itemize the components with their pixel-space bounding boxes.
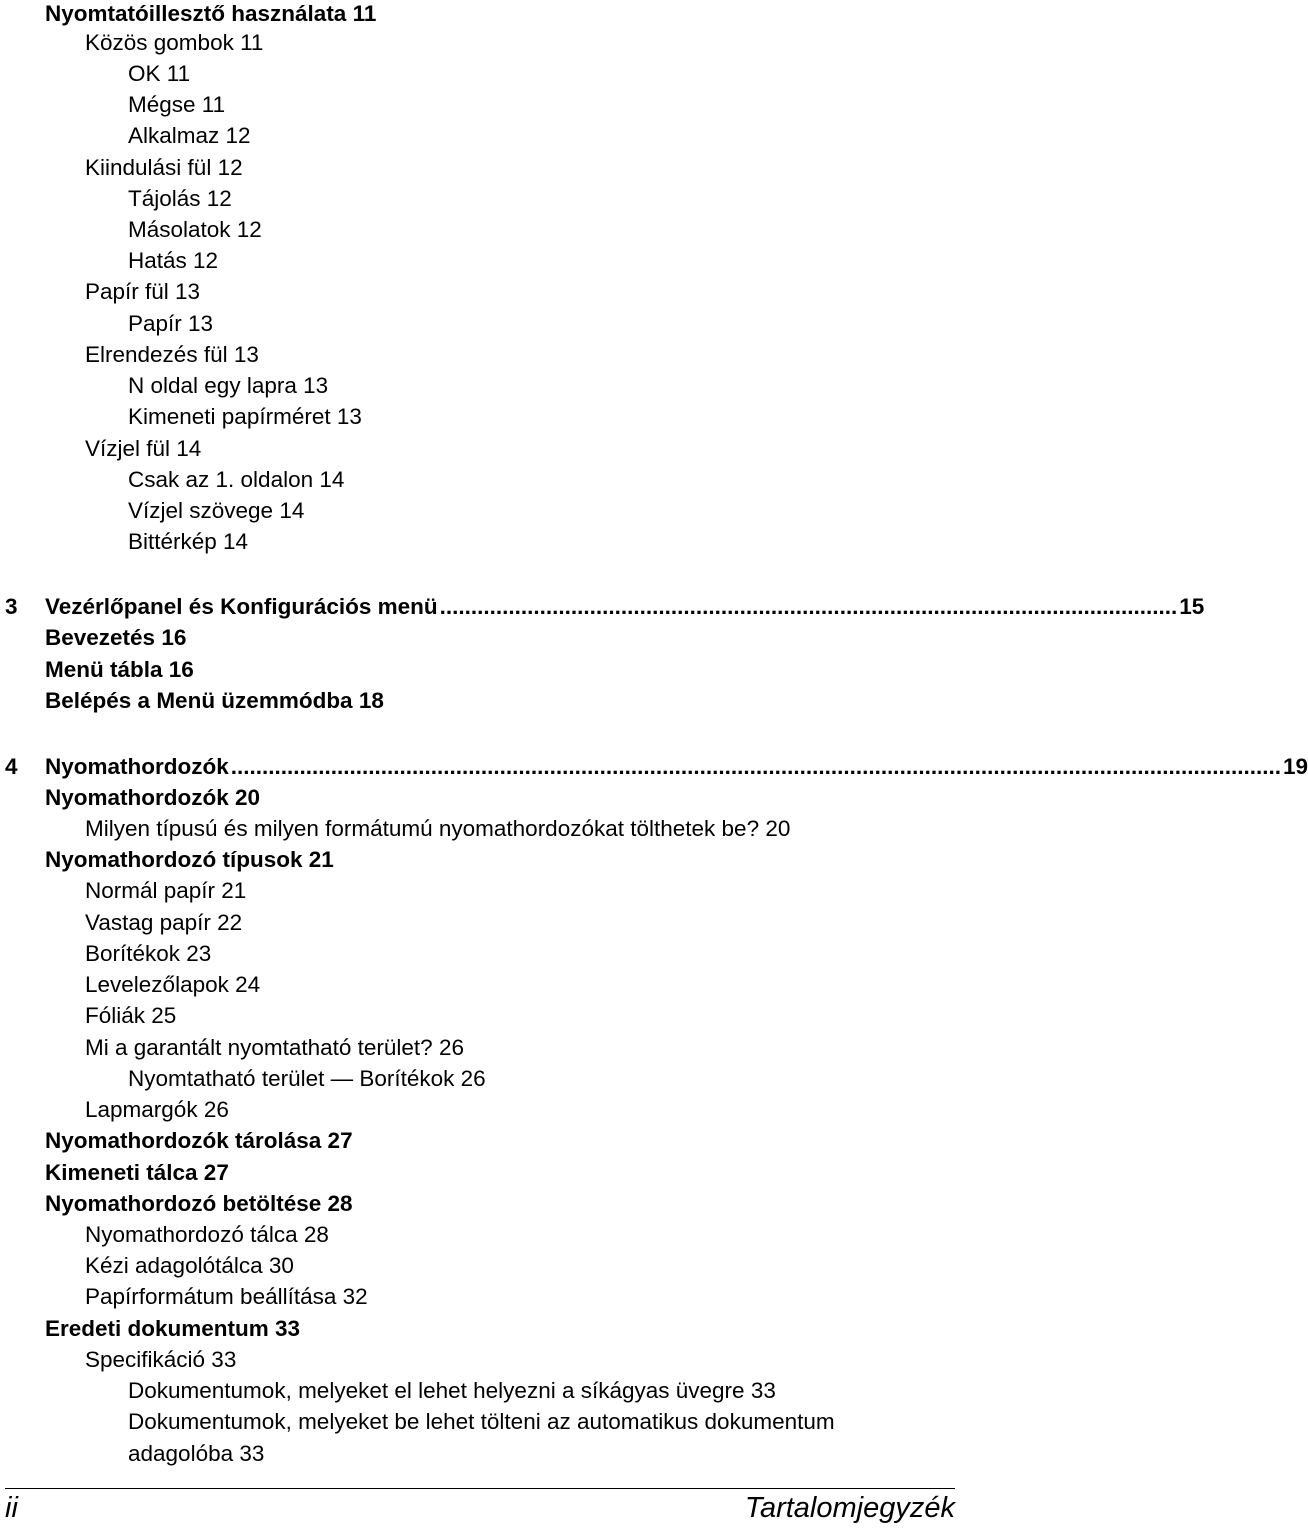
toc-heading: Bevezetés 16	[45, 625, 187, 650]
chapter-title: Vezérlőpanel és Konfigurációs menü	[45, 594, 438, 619]
toc-item: Borítékok 23	[85, 941, 212, 966]
footer-divider	[5, 1488, 955, 1489]
toc-item: Specifikáció 33	[85, 1347, 237, 1372]
toc-heading: Nyomathordozó betöltése 28	[45, 1191, 353, 1216]
toc-heading: Nyomathordozók 20	[45, 785, 261, 810]
footer-page-number: ii	[5, 1492, 18, 1524]
toc-item: Nyomathordozó tálca 28	[85, 1222, 329, 1247]
toc-item: Papír fül 13	[85, 279, 201, 304]
toc-chapter-3	[5, 593, 1205, 621]
dot-leader: ........................................................................................................................................................................	[230, 754, 1281, 779]
toc-item: Kimeneti papírméret 13	[128, 404, 362, 429]
toc-item: Tájolás 12	[128, 186, 232, 211]
toc-item: Vízjel szövege 14	[128, 498, 305, 523]
toc-chapter-4	[5, 753, 1308, 781]
toc-item: Elrendezés fül 13	[85, 342, 259, 367]
toc-heading: Nyomathordozó típusok 21	[45, 847, 334, 872]
toc-item: Alkalmaz 12	[128, 123, 251, 148]
toc-item: Dokumentumok, melyeket el lehet helyezni a síkágyas üvegre 33	[128, 1378, 776, 1403]
toc-item: Normál papír 21	[85, 878, 247, 903]
toc-heading: Belépés a Menü üzemmódba 18	[45, 688, 384, 713]
chapter-number: 3	[5, 594, 18, 619]
toc-heading: Eredeti dokumentum 33	[45, 1316, 301, 1341]
toc-heading: Nyomathordozók tárolása 27	[45, 1128, 353, 1153]
toc-item: Vízjel fül 14	[85, 436, 202, 461]
toc-item: Papírformátum beállítása 32	[85, 1284, 368, 1309]
toc-item: N oldal egy lapra 13	[128, 373, 329, 398]
dot-leader: ......................................................................................................................	[439, 594, 1178, 619]
toc-item: Mi a garantált nyomtatható terület? 26	[85, 1035, 464, 1060]
chapter-title: Nyomathordozók	[45, 754, 229, 779]
toc-item: Vastag papír 22	[85, 910, 243, 935]
toc-item: OK 11	[128, 61, 191, 86]
toc-item: Kiindulási fül 12	[85, 155, 243, 180]
toc-item: Papír 13	[128, 311, 214, 336]
toc-item: Lapmargók 26	[85, 1097, 229, 1122]
toc-heading: Menü tábla 16	[45, 657, 194, 682]
toc-item: Dokumentumok, melyeket be lehet tölteni az automatikus dokumentum	[128, 1409, 835, 1434]
toc-heading: Nyomtatóillesztő használata 11	[45, 1, 377, 26]
footer-section-title: Tartalomjegyzék	[744, 1492, 955, 1524]
chapter-page: 19	[1282, 754, 1308, 779]
toc-item: Mégse 11	[128, 92, 226, 117]
chapter-page: 15	[1179, 594, 1205, 619]
toc-item: Bittérkép 14	[128, 529, 249, 554]
toc-item: Nyomtatható terület — Borítékok 26	[128, 1066, 486, 1091]
toc-item: Kézi adagolótálca 30	[85, 1253, 294, 1278]
toc-item: adagolóba 33	[128, 1441, 265, 1466]
toc-heading: Kimeneti tálca 27	[45, 1160, 229, 1185]
toc-item: Másolatok 12	[128, 217, 262, 242]
toc-item: Levelezőlapok 24	[85, 972, 261, 997]
toc-item: Közös gombok 11	[85, 30, 264, 55]
toc-item: Hatás 12	[128, 248, 219, 273]
toc-item: Csak az 1. oldalon 14	[128, 467, 345, 492]
chapter-number: 4	[5, 754, 18, 779]
toc-item: Fóliák 25	[85, 1003, 177, 1028]
toc-item: Milyen típusú és milyen formátumú nyomathordozókat tölthetek be? 20	[85, 816, 791, 841]
